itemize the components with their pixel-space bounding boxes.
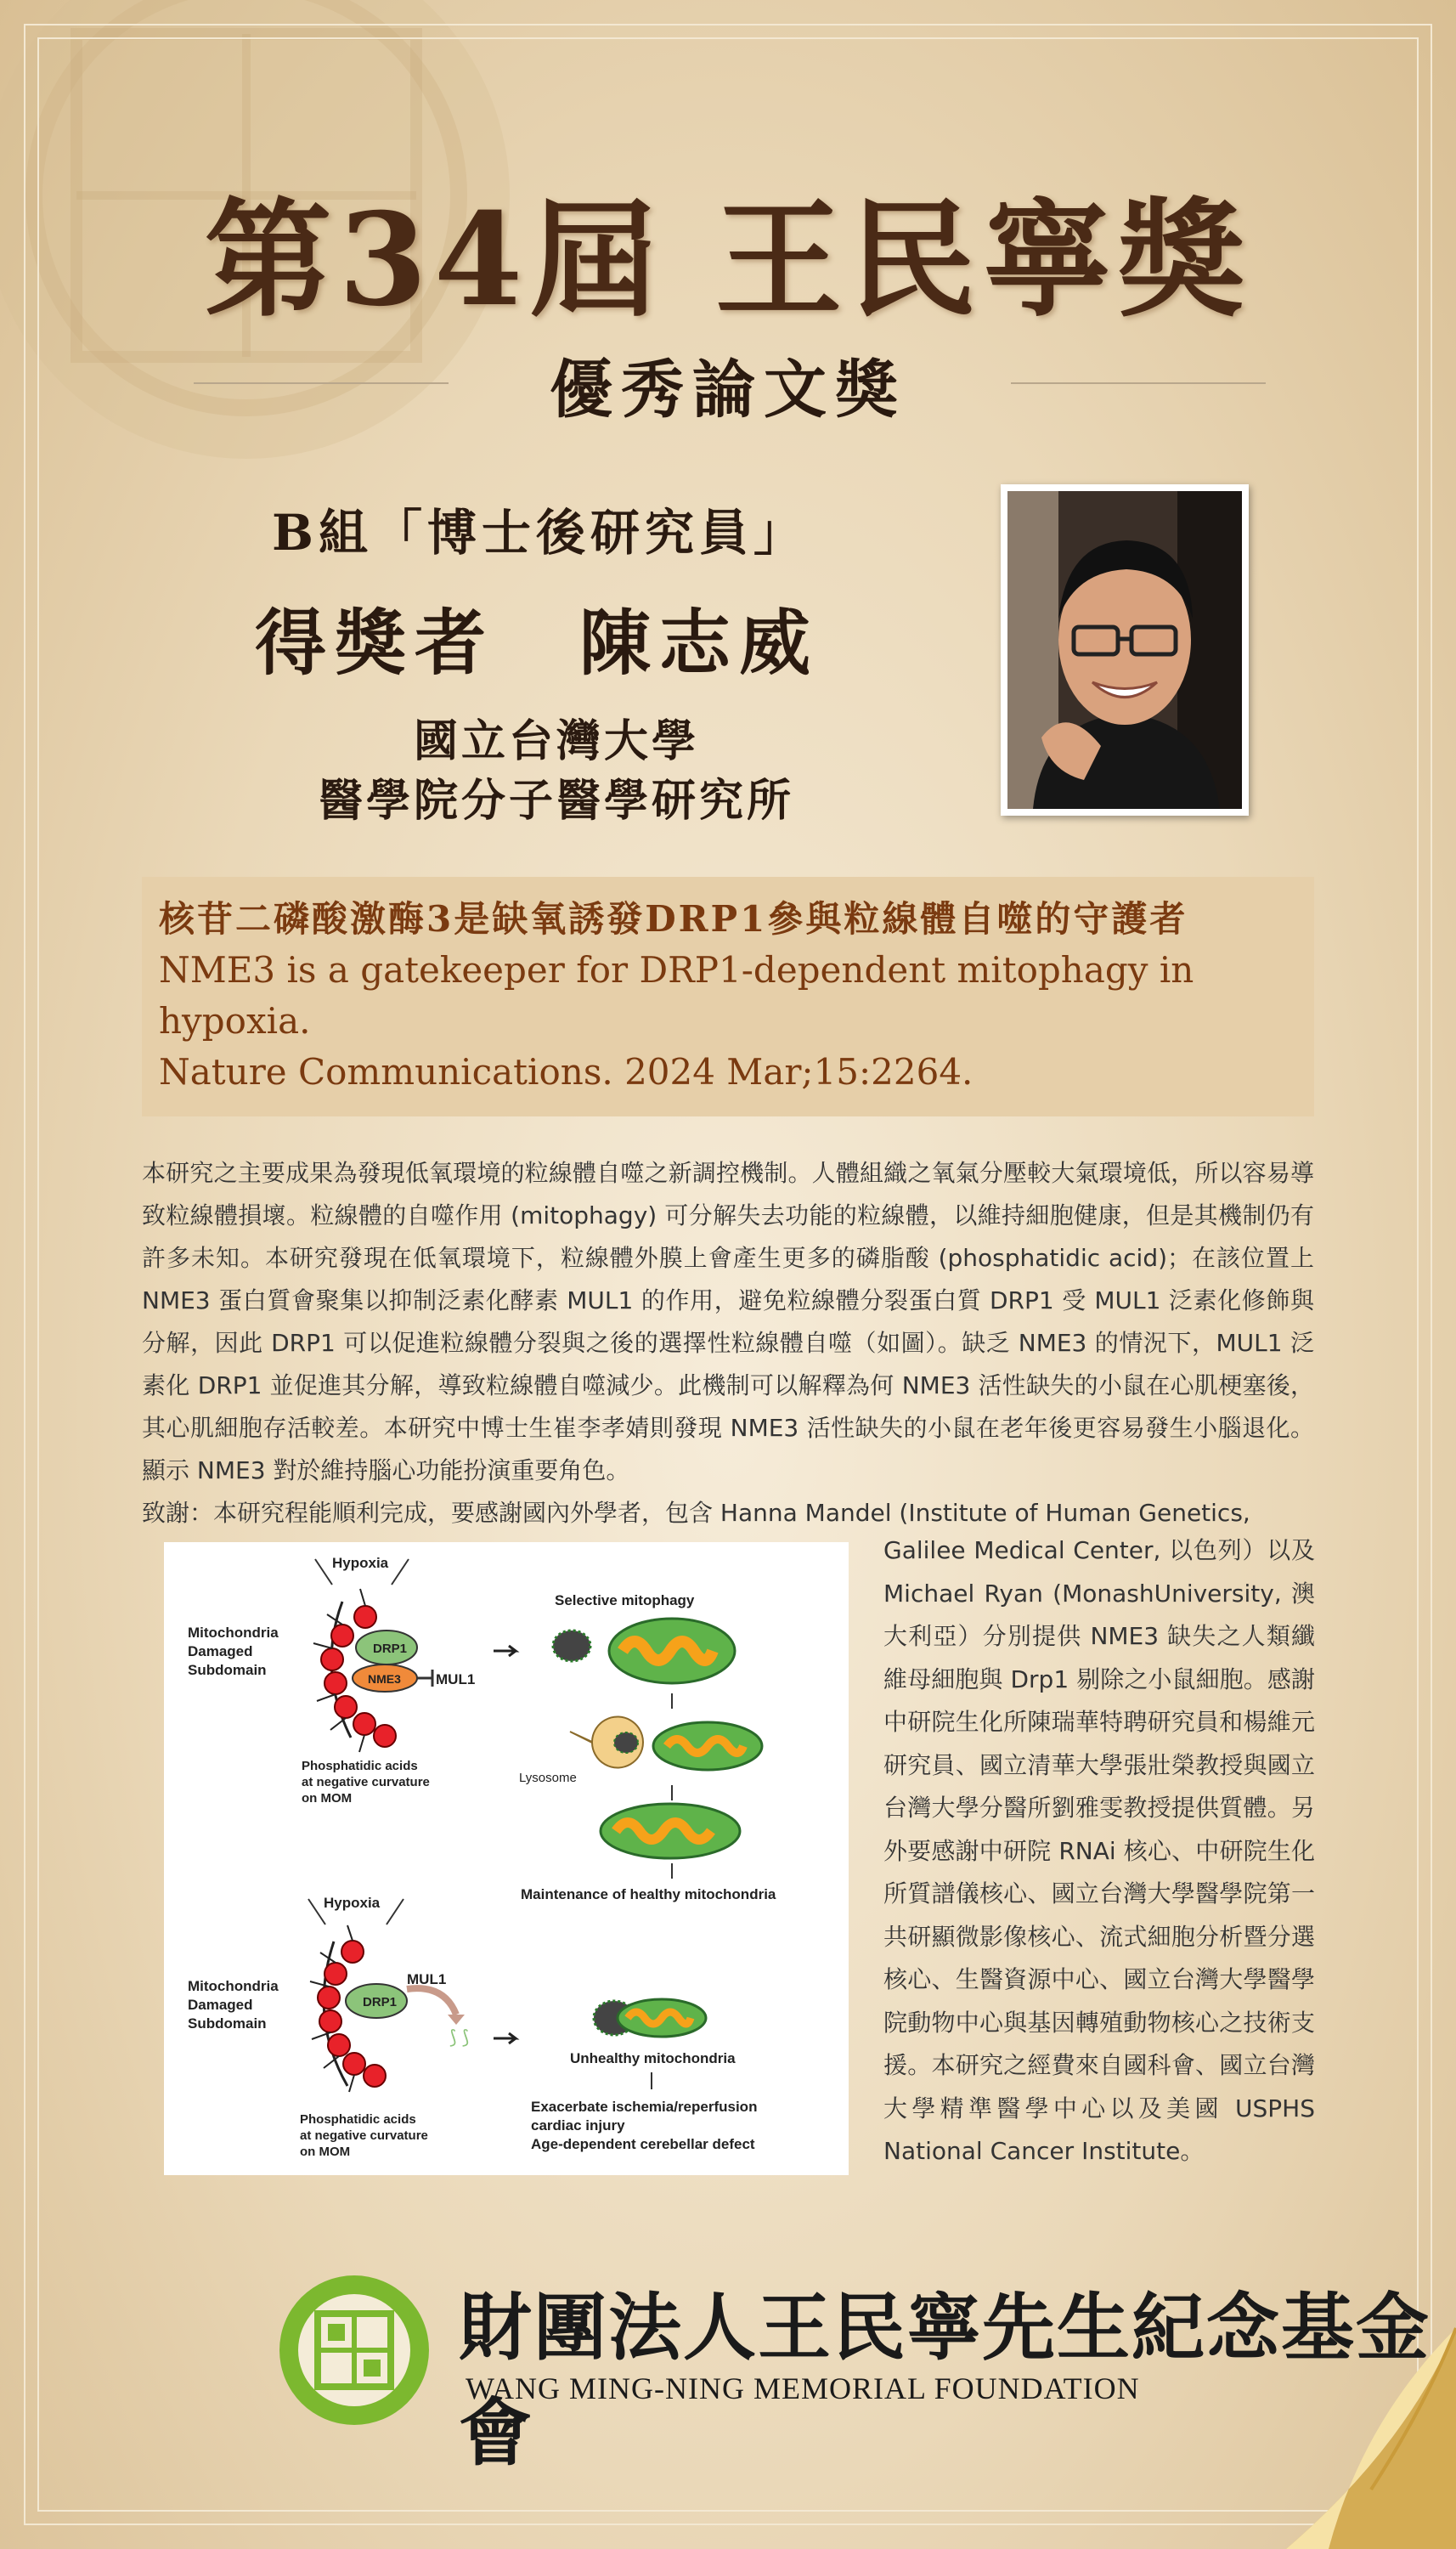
fig-bottom-subdomain-2: Damaged [188, 1997, 253, 2013]
winner-name: 陳志威 [579, 601, 820, 685]
fig-bottom-outcome-2: cardiac injury [531, 2117, 625, 2134]
award-title: 第34屆 王民寧獎 [204, 185, 1252, 335]
fig-top-subdomain-2: Damaged [188, 1643, 253, 1659]
paper-title-zh: 核苷二磷酸激酶3是缺氧誘發DRP1參與粒線體自噬的守護者 [159, 898, 1188, 940]
winner-label: 得獎者 [255, 601, 495, 685]
foundation-name-zh: 財團法人王民寧先生紀念基金會 [459, 2285, 1431, 2476]
fig-bottom-subdomain-3: Subdomain [188, 2015, 267, 2032]
svg-text:⟆ ⟆: ⟆ ⟆ [449, 2026, 470, 2048]
fig-bottom-drp1: DRP1 [363, 1995, 398, 2009]
fig-top-mul1: MUL1 [436, 1671, 476, 1687]
research-summary: 本研究之主要成果為發現低氧環境的粒線體自噬之新調控機制。人體組織之氧氣分壓較大氣環境低，所以容易導致粒線體損壞。粒線體的自噬作用 (mitophagy) 可分解失去功能的粒線體，以維持細胞健康，但是其機制仍有許多未知。本研究發現在低氧環境下，粒線體外膜上會產生更多的磷脂酸 (phosphatidic acid)；在該位置上 NME3 蛋白質會聚集以抑制泛素化酵素 MUL1 的作用，避免粒線體分裂蛋白質 DRP1 受 MUL1 泛素化修飾與分解，因此 DRP1 可以促進粒線體分裂與之後的選擇性粒線體自噬（如圖）。缺乏 NME3 的情況下，MUL1 泛素化 DRP1 並促進其分解，導致粒線體自噬減少。此機制可以解釋為何 NME3 活性缺失的小鼠在心肌梗塞後，其心肌細胞存活較差。本研究中博士生崔李孝婧則發現 NME3 活性缺失的小鼠在老年後更容易發生小腦退化。顯示 NME3 對於維持腦心功能扮演重要角色。 [142, 1159, 1314, 1484]
foundation-name-en: WANG MING-NING MEMORIAL FOUNDATION [466, 2371, 1140, 2405]
fig-top-subdomain-3: Subdomain [188, 1662, 267, 1678]
portrait-image [1007, 491, 1242, 809]
acknowledgement-continued: Galilee Medical Center, 以色列）以及 Michael Ryan (MonashUniversity, 澳大利亞）分別提供 NME3 缺失之人類纖維母細胞與 Drp1 剔除之小鼠細胞。感謝中研院生化所陳瑞華特聘研究員和楊維元研究員、國立清華大學張壯榮教授與國立台灣大學分醫所劉雅雯教授提供質體。另外要感謝中研院 RNAi 核心、中研院生化所質譜儀核心、國立台灣大學醫學院第一共研顯微影像核心、流式細胞分析暨分選核心、生醫資源中心、國立台灣大學醫學院動物中心與基因轉殖動物核心之技術支援。本研究之經費來自國科會、國立台灣大學精準醫學中心以及美國 USPHS National Cancer Institute。 [883, 1536, 1315, 2165]
award-group: B組「博士後研究員」 [272, 504, 809, 562]
paper-info-box [142, 877, 1314, 1116]
foundation-logo [277, 2273, 432, 2427]
affiliation-university: 國立台灣大學 [413, 715, 699, 767]
fig-bottom-hypoxia: Hypoxia [324, 1895, 381, 1911]
paper-title-en: NME3 is a gatekeeper for DRP1-dependent mitophagy in hypoxia. [159, 949, 1194, 1042]
fig-bottom-mul1: MUL1 [407, 1971, 447, 1987]
fig-top-drp1: DRP1 [373, 1642, 408, 1656]
winner-photo [1001, 484, 1249, 816]
divider-right [1011, 382, 1266, 384]
fig-top-pa-3: on MOM [302, 1791, 353, 1806]
fig-bottom-outcome-3: Age-dependent cerebellar defect [531, 2136, 755, 2152]
page-curl-decoration [1235, 2277, 1456, 2549]
research-description [142, 1152, 1314, 1534]
fig-bottom-pa-1: Phosphatidic acids [300, 2112, 416, 2127]
award-subtitle: 優秀論文獎 [550, 353, 906, 427]
acknowledgement-start: 致謝：本研究程能順利完成，要感謝國內外學者，包含 Hanna Mandel (Institute of Human Genetics, [142, 1499, 1250, 1527]
fig-bottom-pa-2: at negative curvature [300, 2128, 428, 2143]
fig-top-lysosome: Lysosome [519, 1771, 577, 1785]
fig-top-selective: Selective mitophagy [555, 1592, 695, 1608]
winner-line [255, 586, 819, 689]
fig-bottom-subdomain-1: Mitochondria [188, 1978, 279, 1994]
fig-top-pa-2: at negative curvature [302, 1775, 430, 1789]
fig-bottom-outcome-1: Exacerbate ischemia/reperfusion [531, 2099, 758, 2115]
fig-top-pa-1: Phosphatidic acids [302, 1759, 418, 1773]
fig-top-hypoxia: Hypoxia [332, 1555, 389, 1571]
affiliation-institute: 醫學院分子醫學研究所 [318, 775, 794, 827]
fig-top-subdomain-1: Mitochondria [188, 1625, 279, 1641]
fig-top-nme3: NME3 [368, 1672, 401, 1686]
fig-bottom-pa-3: on MOM [300, 2145, 351, 2159]
fig-bottom-unhealthy: Unhealthy mitochondria [570, 2050, 736, 2066]
fig-top-maintenance: Maintenance of healthy mitochondria [521, 1886, 776, 1902]
paper-citation: Nature Communications. 2024 Mar;15:2264. [159, 1051, 973, 1093]
mechanism-figure [164, 1542, 849, 2175]
